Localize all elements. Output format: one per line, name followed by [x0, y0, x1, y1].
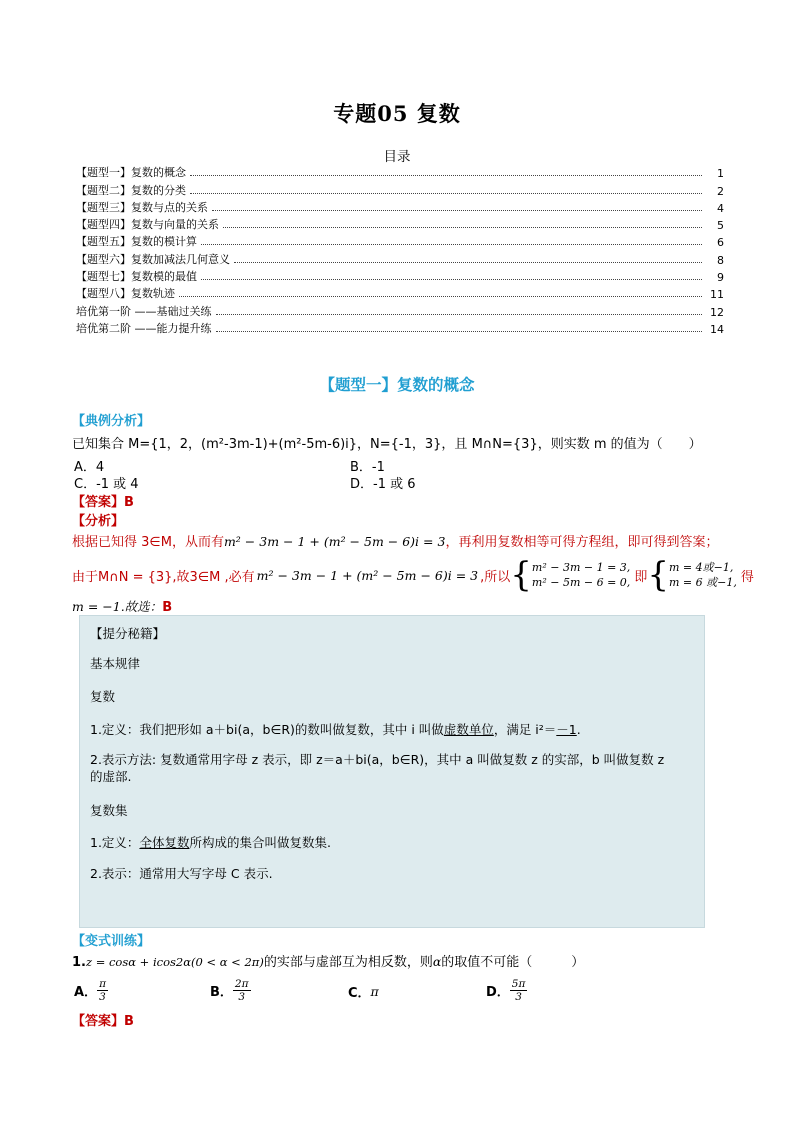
toc-item[interactable]: [76, 319, 724, 336]
definition-term: 虚数单位: [443, 722, 494, 737]
denominator: 3: [99, 991, 106, 1003]
analysis-text: 即: [634, 569, 648, 585]
question-text: 的实部与虚部互为相反数，则: [263, 955, 433, 970]
analysis-line-2: [72, 555, 754, 595]
tips-subheading: 复数集: [90, 803, 128, 818]
toc-item-label: 【题型四】复数与向量的关系: [76, 218, 219, 232]
definition-term: －1: [556, 722, 577, 737]
numerator: 5π: [511, 978, 526, 990]
practice-option-b: [210, 978, 251, 1003]
system-row: m² − 3m − 1 = 3,: [531, 561, 631, 574]
toc-item[interactable]: [76, 284, 724, 301]
toc-item-page: 2: [717, 184, 724, 198]
tips-box: [79, 615, 705, 928]
toc-item-page: 14: [710, 322, 724, 336]
toc-item-page: 9: [717, 271, 724, 285]
table-of-contents: [76, 163, 724, 336]
brace: {: [510, 555, 532, 595]
option-label: C．: [348, 986, 371, 1001]
option-label: A．: [74, 985, 98, 1000]
practice-option-d: [486, 978, 527, 1003]
option-c: C．-1 或 4: [74, 477, 139, 492]
toc-item-page: 6: [717, 236, 724, 250]
definition-text: 1.定义：: [90, 835, 140, 850]
analysis-text: 得: [740, 569, 754, 585]
fraction: [233, 978, 251, 1003]
definition-line: [90, 720, 581, 738]
brace: {: [647, 555, 669, 595]
toc-item[interactable]: [76, 267, 724, 284]
practice-option-c: [348, 982, 379, 1001]
equation: z = cosα + icos2α(0 < α < 2π): [85, 955, 264, 969]
representation-line: 2.表示方法: 复数通常用字母 z 表示，即 z＝a＋bi(a，b∈R)，其中 a 叫做复数 z 的实部，b 叫做复数 z: [90, 752, 665, 767]
system-row: m = 6 或−1,: [668, 576, 737, 589]
denominator: 3: [515, 991, 522, 1003]
example-label: 【典例分析】: [72, 414, 151, 429]
toc-item-page: 1: [717, 167, 724, 181]
option-a: A．4: [74, 460, 105, 475]
analysis-line-3: [72, 597, 172, 615]
option-label: B．: [210, 985, 233, 1000]
toc-item-page: 12: [710, 305, 724, 319]
numerator: 2π: [234, 978, 249, 990]
fraction: [510, 978, 528, 1003]
toc-heading: 目录: [383, 149, 411, 165]
definition-text: ，满足 i²＝: [493, 722, 557, 737]
toc-leader-dots: [190, 193, 702, 194]
toc-item[interactable]: [76, 232, 724, 249]
equation-system: [532, 560, 630, 590]
analysis-text: 根据已知得 3∈M，从而有: [72, 535, 224, 550]
toc-item-label: 【题型三】复数与点的关系: [76, 200, 208, 214]
alpha-symbol: α: [432, 954, 442, 969]
tips-subheading: 基本规律: [90, 656, 141, 671]
toc-leader-dots: [201, 244, 702, 245]
tips-heading: 【提分秘籍】: [90, 626, 166, 641]
toc-leader-dots: [212, 210, 702, 211]
toc-item[interactable]: [76, 198, 724, 215]
analysis-text: ，再利用复数相等可得方程组，即可得到答案；: [445, 535, 719, 550]
toc-item-label: 【题型一】复数的概念: [76, 166, 186, 180]
analysis-text: ,所以: [480, 569, 511, 585]
definition-term: 全体复数: [139, 835, 190, 850]
toc-leader-dots: [216, 314, 703, 315]
toc-item-label: 【题型七】复数模的最值: [76, 270, 197, 284]
definition-text: .: [576, 722, 581, 737]
option-value: π: [370, 984, 379, 999]
numerator: π: [99, 978, 106, 990]
analysis-line-1: [72, 531, 718, 550]
equation: m = −1.故选：: [72, 599, 163, 614]
fraction: [97, 978, 108, 1003]
equation: m² − 3m − 1 + (m² − 5m − 6)i = 3: [256, 567, 479, 583]
section-title: 【题型一】复数的概念: [319, 376, 475, 394]
option-label: D．: [486, 985, 510, 1000]
toc-leader-dots: [216, 331, 703, 332]
answer-label: 【答案】: [72, 495, 125, 510]
set-definition-line: [90, 833, 331, 851]
representation-line: 的虚部.: [90, 769, 132, 784]
practice-answer: [72, 1010, 134, 1029]
question-text: 的取值不可能（ ）: [441, 955, 585, 970]
system-row: m² − 5m − 6 = 0,: [531, 576, 631, 589]
answer-value: B: [124, 495, 134, 510]
analysis-text: 由于M∩N = {3},故3∈M ,必有: [72, 569, 255, 585]
page-title: 专题05 复数: [333, 101, 461, 126]
equation: m² − 3m − 1 + (m² − 5m − 6)i = 3: [223, 534, 446, 549]
toc-leader-dots: [190, 175, 702, 176]
toc-item-label: 【题型八】复数轨迹: [76, 287, 175, 301]
system-row: m = 4或−1,: [668, 561, 734, 574]
toc-item[interactable]: [76, 163, 724, 180]
definition-text: 1.定义：我们把形如 a＋bi(a，b∈R)的数叫做复数，其中 i 叫做: [90, 722, 444, 737]
toc-item[interactable]: [76, 301, 724, 318]
toc-item-page: 4: [717, 201, 724, 215]
analysis-label: 【分析】: [72, 514, 125, 529]
toc-item-label: 培优第二阶 ——能力提升练: [76, 321, 212, 335]
toc-item-page: 11: [710, 288, 724, 302]
toc-item-page: 8: [717, 253, 724, 267]
toc-leader-dots: [223, 227, 702, 228]
tips-subheading: 复数: [90, 689, 116, 704]
answer-line: [72, 491, 134, 510]
answer-label: 【答案】: [72, 1014, 125, 1029]
option-b: B．-1: [350, 460, 385, 475]
denominator: 3: [238, 991, 246, 1003]
question-number: 1.: [72, 955, 86, 970]
toc-item-label: 【题型五】复数的模计算: [76, 235, 197, 249]
practice-label: 【变式训练】: [72, 934, 151, 949]
toc-leader-dots: [179, 296, 702, 297]
toc-item-label: 【题型二】复数的分类: [76, 183, 186, 197]
practice-option-a: [74, 978, 108, 1003]
toc-item-page: 5: [717, 219, 724, 233]
toc-item[interactable]: [76, 249, 724, 266]
toc-item-label: 培优第一阶 ——基础过关练: [76, 304, 212, 318]
answer-value: B: [124, 1014, 134, 1029]
definition-text: 所构成的集合叫做复数集.: [189, 835, 331, 850]
toc-item[interactable]: [76, 215, 724, 232]
toc-item[interactable]: [76, 180, 724, 197]
answer-value: B: [162, 600, 173, 615]
toc-item-label: 【题型六】复数加减法几何意义: [76, 252, 230, 266]
set-representation-line: 2.表示：通常用大写字母 C 表示.: [90, 866, 273, 881]
toc-leader-dots: [234, 262, 702, 263]
option-d: D．-1 或 6: [350, 477, 416, 492]
question-text: 已知集合 M={1，2，(m²-3m-1)+(m²-5m-6)i}，N={-1，3}，且 M∩N={3}，则实数 m 的值为（ ）: [72, 437, 702, 452]
solution-system: [669, 560, 737, 590]
toc-leader-dots: [201, 279, 702, 280]
practice-question: [72, 951, 584, 970]
